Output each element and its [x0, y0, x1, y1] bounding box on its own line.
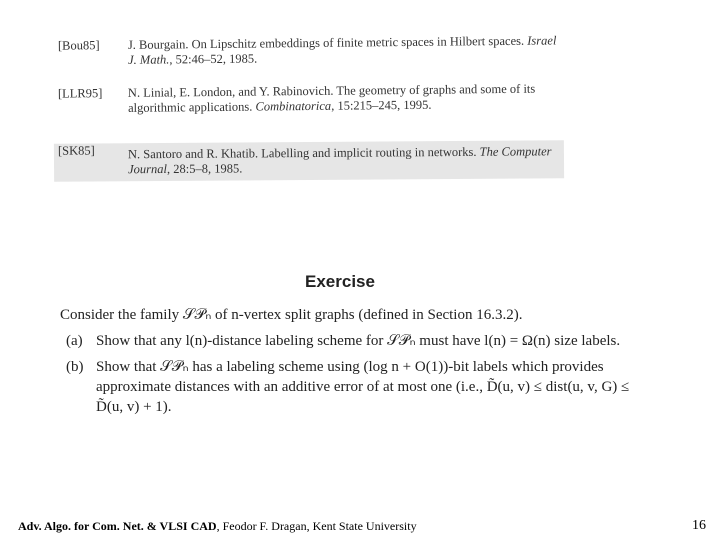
reference-text: J. Bourgain. On Lipschitz embeddings of finite metric spaces in Hilbert spaces.	[127, 33, 525, 52]
reference-text: N. Linial, E. London, and Y. Rabinovich. The geometry of graphs and some of its algorithmic applications.	[127, 81, 536, 115]
reference-body	[128, 81, 564, 116]
exercise-item-a	[60, 331, 660, 351]
reference-item	[54, 33, 564, 72]
reference-details: , 15:215–245, 1995.	[331, 97, 432, 113]
exercise-item-b	[60, 357, 660, 417]
references-list	[54, 33, 564, 180]
reference-journal: Combinatorica	[255, 98, 332, 114]
reference-body	[128, 144, 564, 177]
reference-body	[128, 33, 564, 68]
reference-item-highlighted	[54, 140, 564, 182]
reference-key: [SK85]	[57, 143, 95, 158]
reference-text: N. Santoro and R. Khatib. Labelling and implicit routing in networks.	[127, 144, 477, 162]
footer-course: Adv. Algo. for Com. Net. & VLSI CAD	[18, 519, 217, 533]
slide-footer	[18, 519, 417, 534]
exercise-item-label: (b)	[66, 359, 84, 375]
reference-details: , 28:5–8, 1985.	[166, 161, 243, 176]
exercise-title: Exercise	[305, 272, 375, 291]
reference-key: [Bou85]	[57, 38, 100, 53]
exercise-block	[60, 272, 660, 417]
exercise-item-text: Show that any l(n)-distance labeling scheme for 𝒮𝒫ₙ must have l(n) = Ω(n) size labels.	[96, 333, 621, 349]
reference-journal: The Computer Journal	[128, 144, 552, 177]
reference-key: [LLR95]	[57, 86, 103, 101]
footer-author: , Feodor F. Dragan, Kent State University	[216, 519, 417, 533]
reference-journal: Israel J. Math.	[127, 33, 557, 67]
reference-details: , 52:46–52, 1985.	[169, 51, 258, 67]
page-number: 16	[692, 518, 706, 533]
exercise-item-text: Show that 𝒮𝒫ₙ has a labeling scheme using (log n + O(1))-bit labels which provides approximate distances with an additive error of at most one (i.e., D̃(u, v) ≤ dist(u, v, G) ≤ D̃(u, v) + 1).	[96, 359, 630, 415]
exercise-intro: Consider the family 𝒮𝒫ₙ of n-vertex split graphs (defined in Section 16.3.2).	[60, 307, 523, 323]
reference-item	[54, 81, 564, 122]
exercise-item-label: (a)	[66, 333, 83, 349]
